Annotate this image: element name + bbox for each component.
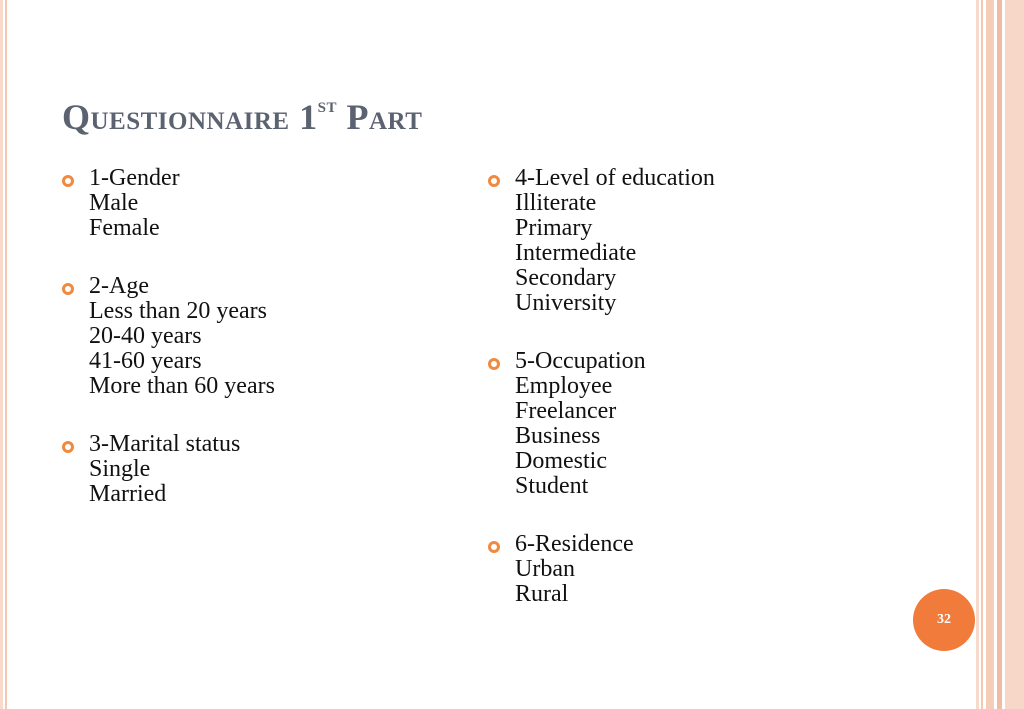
answer-option: Male: [89, 190, 139, 216]
question-age: [62, 274, 462, 399]
answer-option: Student: [515, 473, 589, 499]
circle-bullet-icon: [62, 175, 74, 187]
answer-option: Urban: [515, 556, 575, 582]
edge-stripe: [981, 0, 983, 709]
question-education: [488, 166, 908, 316]
answer-option: Rural: [515, 581, 569, 607]
edge-stripe: [986, 0, 994, 709]
answer-option: Primary: [515, 215, 593, 241]
answer-option: Illiterate: [515, 190, 597, 216]
question-marital-status: [62, 432, 462, 507]
question-occupation: [488, 349, 908, 499]
circle-bullet-icon: [488, 358, 500, 370]
answer-option: Female: [89, 215, 160, 241]
right-edge-decoration: [976, 0, 1024, 709]
circle-bullet-icon: [62, 441, 74, 453]
circle-bullet-icon: [488, 541, 500, 553]
question-heading: 1-Gender: [89, 165, 180, 191]
question-heading: 3-Marital status: [89, 431, 241, 457]
answer-option: University: [515, 290, 617, 316]
question-heading: 4-Level of education: [515, 165, 715, 191]
circle-bullet-icon: [488, 175, 500, 187]
title-main: Questionnaire 1: [62, 97, 318, 137]
answer-option: Domestic: [515, 448, 607, 474]
title-superscript: st: [317, 92, 337, 117]
title-tail: Part: [336, 97, 423, 137]
answer-option: Employee: [515, 373, 613, 399]
answer-option: Intermediate: [515, 240, 637, 266]
page-number: 32: [937, 612, 951, 627]
answer-option: Freelancer: [515, 398, 617, 424]
right-question-column: [488, 166, 908, 607]
question-residence: [488, 532, 908, 607]
edge-stripe: [997, 0, 1002, 709]
answer-option: Single: [89, 456, 151, 482]
question-gender: [62, 166, 462, 241]
answer-option: 41-60 years: [89, 348, 202, 374]
answer-option: More than 60 years: [89, 373, 275, 399]
left-edge-decoration: [0, 0, 9, 709]
answer-option: Business: [515, 423, 601, 449]
answer-option: Secondary: [515, 265, 617, 291]
circle-bullet-icon: [62, 283, 74, 295]
slide-title: [62, 92, 423, 138]
question-heading: 2-Age: [89, 273, 149, 299]
page-number-badge: [913, 589, 975, 651]
answer-option: Married: [89, 481, 167, 507]
answer-option: 20-40 years: [89, 323, 202, 349]
left-question-column: [62, 166, 462, 507]
edge-stripe: [976, 0, 979, 709]
question-heading: 5-Occupation: [515, 348, 646, 374]
edge-stripe: [1005, 0, 1024, 709]
answer-option: Less than 20 years: [89, 298, 267, 324]
question-heading: 6-Residence: [515, 531, 634, 557]
